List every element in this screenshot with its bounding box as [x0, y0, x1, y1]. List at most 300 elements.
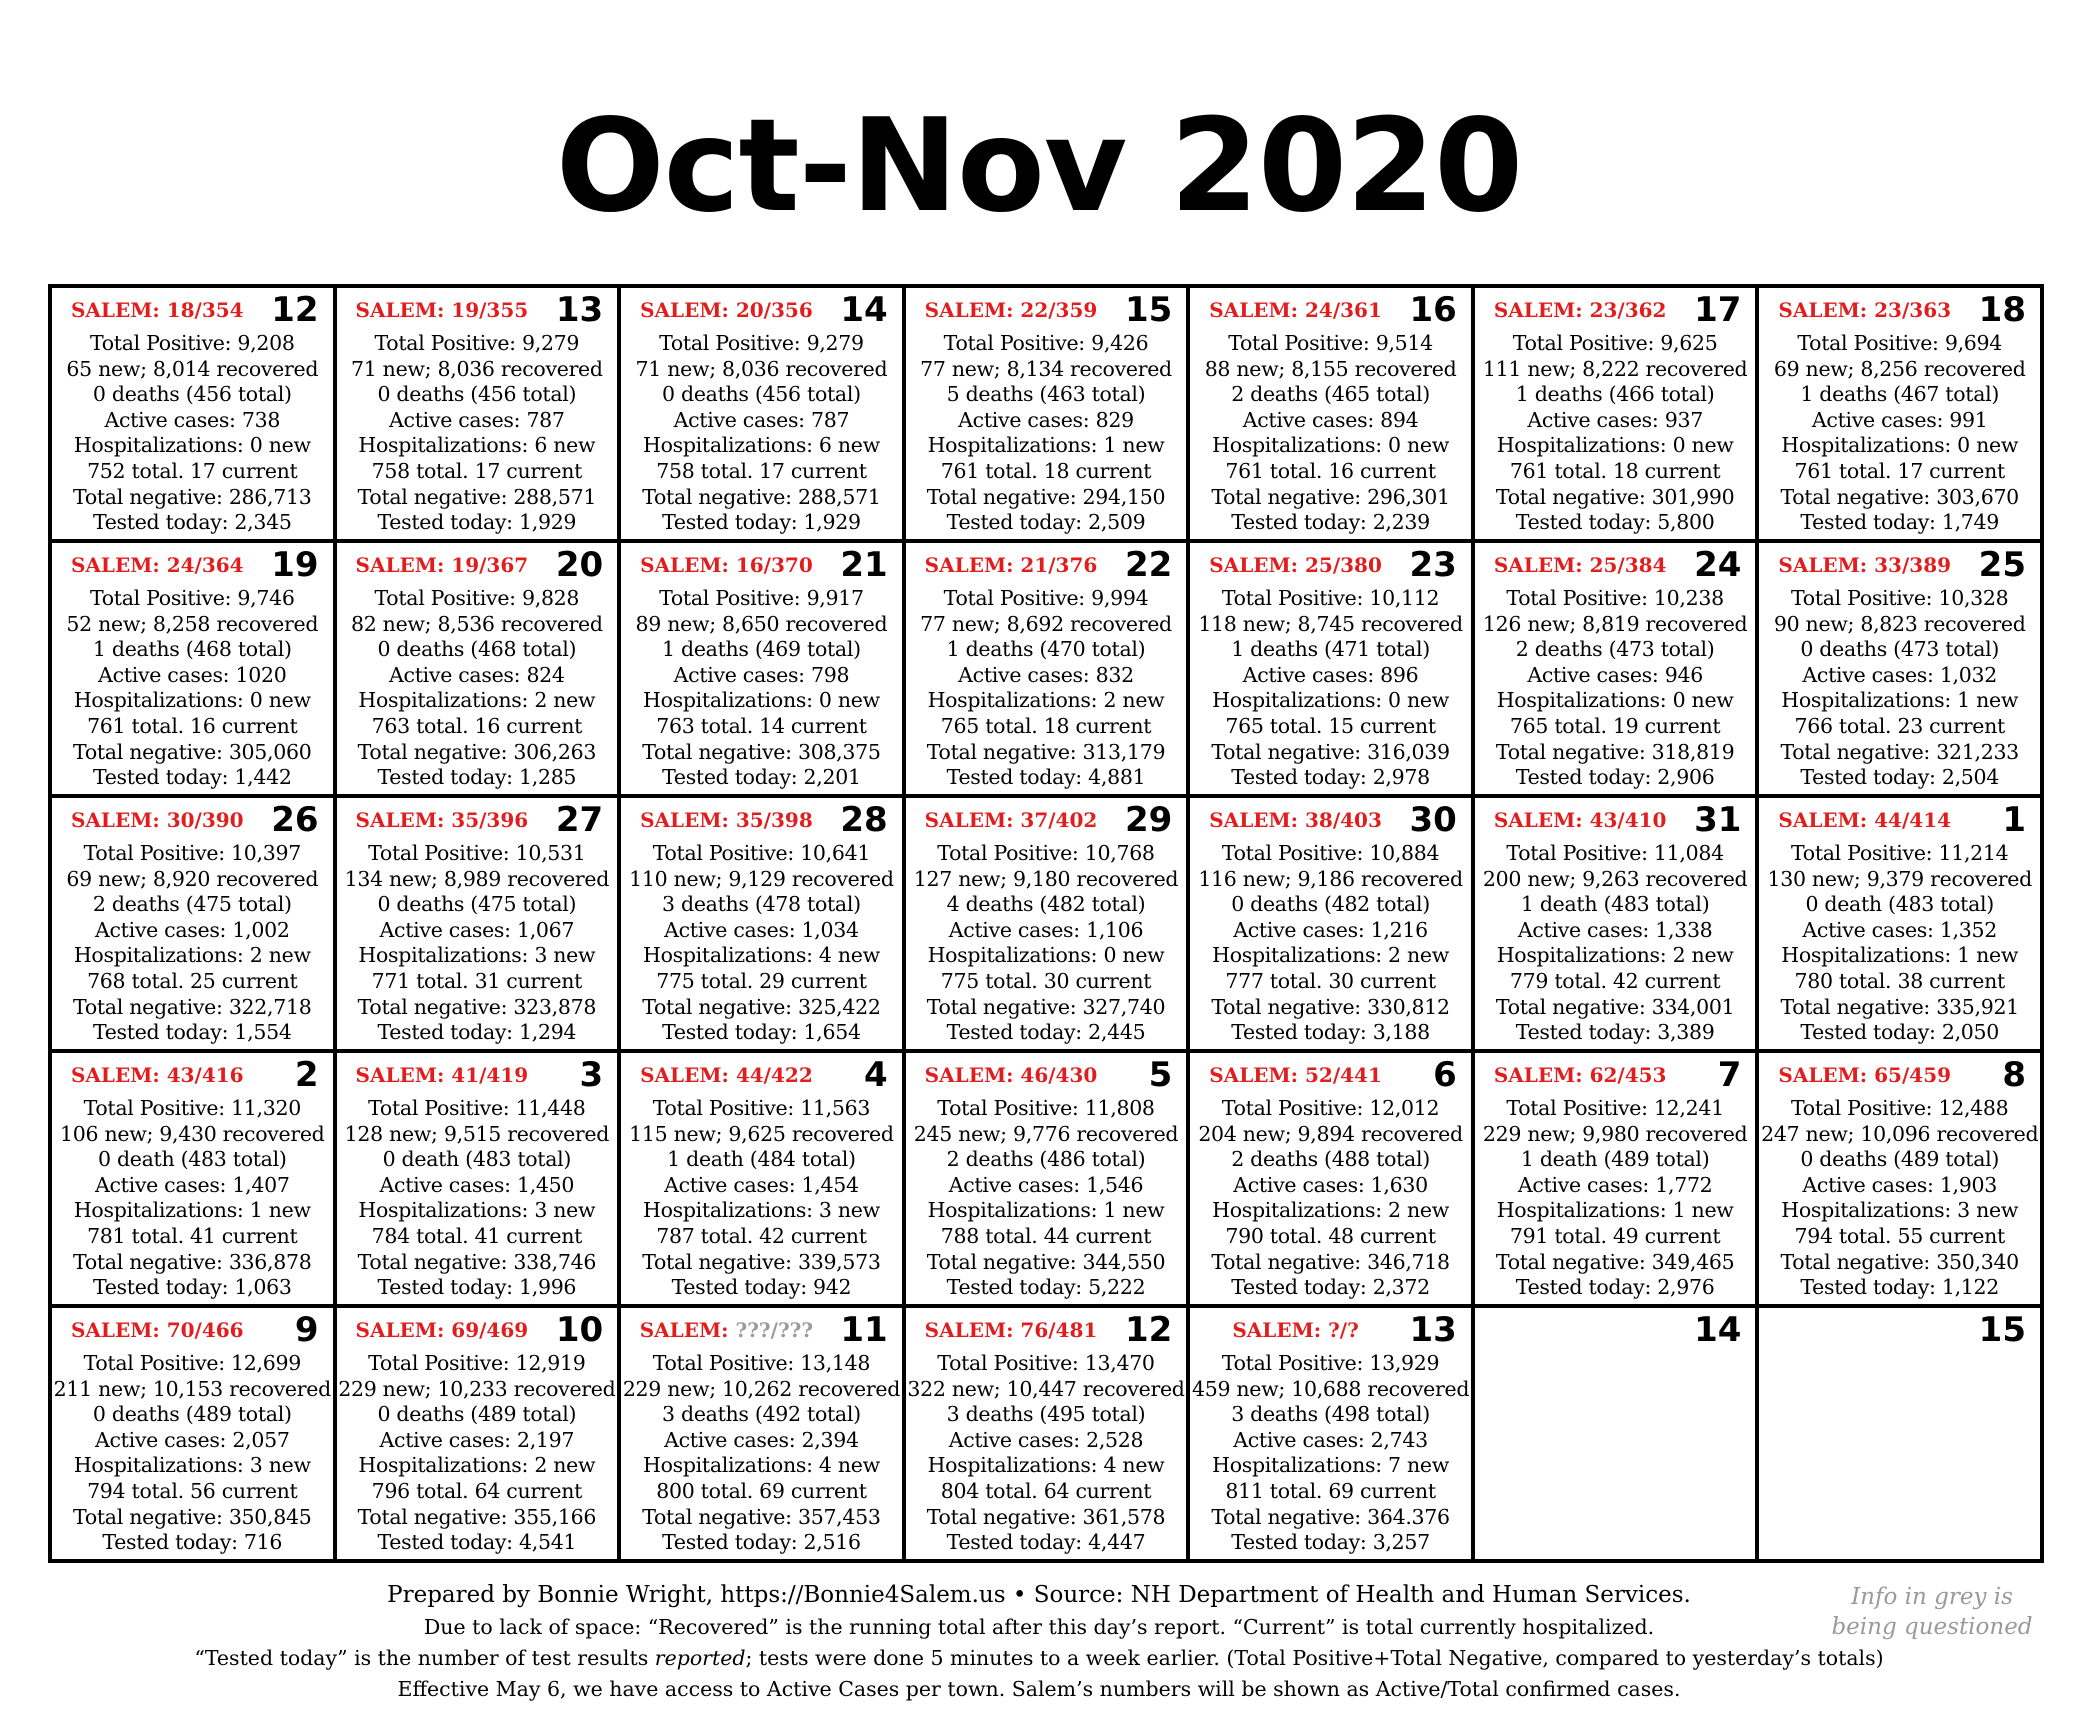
day-stats [337, 1351, 618, 1556]
stat-line: Total Positive: 10,884 [1221, 841, 1440, 865]
salem-count [337, 808, 548, 832]
day-cell [1759, 543, 2040, 794]
stat-line: Active cases: 1,546 [948, 1172, 1144, 1197]
stat-line: Total negative: 305,060 [73, 739, 312, 764]
salem-count [1190, 1318, 1401, 1342]
stat-line: Total Positive: 10,238 [1506, 586, 1724, 610]
stat-line: 1 deaths (467 total) [1800, 382, 2000, 407]
day-cell [1475, 1053, 1756, 1304]
salem-label: SALEM: 25/384 [1493, 553, 1667, 577]
stat-line: Active cases: 946 [1527, 662, 1703, 687]
salem-label: SALEM: 43/410 [1493, 808, 1667, 832]
stat-line: 204 new; 9,894 recovered [1198, 1121, 1463, 1146]
stat-line: Tested today: 1,442 [92, 765, 292, 790]
stat-line: 794 total. 55 current [1794, 1223, 2005, 1248]
stat-line: 0 death (483 total) [98, 1147, 287, 1172]
stat-line: Active cases: 1,352 [1802, 917, 1998, 942]
footer-note-tested-post: ; tests were done 5 minutes to a week earlier. (Total Positive+Total Negative, compared to yesterday’s totals) [745, 1646, 1884, 1670]
day-cell [906, 543, 1187, 794]
day-number: 12 [271, 290, 319, 330]
stat-line: Active cases: 1,338 [1517, 917, 1713, 942]
stat-line: Total Positive: 12,919 [368, 1351, 586, 1375]
day-stats [906, 841, 1187, 1046]
day-number: 19 [271, 545, 319, 585]
day-number: 15 [1978, 1310, 2026, 1350]
salem-label: SALEM: 19/367 [355, 553, 529, 577]
stat-line: Total negative: 338,746 [357, 1249, 597, 1274]
stat-line: 200 new; 9,263 recovered [1482, 866, 1748, 891]
stat-line: Active cases: 824 [389, 662, 565, 687]
salem-count [906, 298, 1117, 322]
stat-line: 134 new; 8,989 recovered [344, 866, 610, 891]
stat-line: 115 new; 9,625 recovered [629, 1121, 894, 1146]
day-stats [1475, 331, 1756, 536]
stat-line: Total Positive: 10,641 [652, 841, 871, 865]
day-cell [1759, 1053, 2040, 1304]
stat-line: Total Positive: 10,328 [1791, 586, 2009, 610]
stat-line: Total Positive: 9,828 [374, 586, 580, 610]
stat-line: Total negative: 357,453 [642, 1504, 881, 1529]
stat-line: Tested today: 2,509 [946, 510, 1146, 535]
stat-line: 761 total. 16 current [1225, 458, 1436, 483]
footer-note-active: Effective May 6, we have access to Active Cases per town. Salem’s numbers will be shown as Active/Total confirmed cases. [397, 1677, 1681, 1701]
stat-line: Total negative: 321,233 [1780, 739, 2019, 764]
stat-line: Tested today: 1,122 [1800, 1275, 2000, 1300]
stat-line: 52 new; 8,258 recovered [66, 611, 319, 636]
stat-line: 0 death (483 total) [382, 1147, 572, 1172]
stat-line: Total negative: 335,921 [1780, 994, 2019, 1019]
stat-line: Hospitalizations: 0 new [1496, 688, 1734, 713]
stat-line: Tested today: 1,654 [662, 1020, 861, 1045]
day-cell [1475, 288, 1756, 539]
stat-line: 89 new; 8,650 recovered [635, 611, 888, 636]
stat-line: Tested today: 2,516 [662, 1530, 861, 1555]
day-stats [1759, 331, 2040, 536]
salem-count [52, 1063, 263, 1087]
footer-note-tested [0, 1646, 2078, 1670]
day-number: 9 [294, 1310, 319, 1350]
stat-line: 761 total. 16 current [87, 713, 298, 738]
day-header [1475, 798, 1756, 842]
salem-count [621, 808, 832, 832]
stat-line: Total Positive: 13,148 [652, 1351, 871, 1375]
day-number: 1 [2002, 800, 2026, 840]
stat-line: Total Positive: 9,279 [374, 331, 580, 355]
stat-line: Tested today: 3,389 [1515, 1020, 1715, 1045]
salem-count [1190, 1063, 1401, 1087]
day-header [906, 1053, 1187, 1097]
stat-line: Active cases: 1,407 [94, 1172, 290, 1197]
day-cell [1190, 1308, 1471, 1559]
stat-line: Total negative: 306,263 [357, 739, 597, 764]
day-header [621, 288, 902, 332]
stat-line: 768 total. 25 current [87, 968, 298, 993]
stat-line: 766 total. 23 current [1794, 713, 2005, 738]
day-number: 26 [271, 800, 319, 840]
stat-line: 0 deaths (468 total) [377, 637, 577, 662]
day-stats [1475, 586, 1756, 791]
stat-line: 116 new; 9,186 recovered [1198, 866, 1463, 891]
salem-label: SALEM: 21/376 [924, 553, 1098, 577]
stat-line: 780 total. 38 current [1794, 968, 2005, 993]
day-cell [1759, 288, 2040, 539]
stat-line: Total Positive: 11,563 [652, 1096, 871, 1120]
stat-line: Total Positive: 9,994 [943, 586, 1149, 610]
salem-label: SALEM: 62/453 [1493, 1063, 1667, 1087]
salem-questioned-value: ???/??? [728, 1318, 814, 1342]
stat-line: 229 new; 10,262 recovered [622, 1376, 901, 1401]
salem-count [1759, 808, 1970, 832]
day-stats [621, 331, 902, 536]
day-number: 5 [1148, 1055, 1173, 1095]
salem-count [337, 1063, 548, 1087]
salem-label: SALEM: 69/469 [355, 1318, 529, 1342]
stat-line: 763 total. 16 current [371, 713, 583, 738]
stat-line: Total negative: 294,150 [926, 484, 1166, 509]
stat-line: 3 deaths (495 total) [946, 1402, 1146, 1427]
stat-line: 2 deaths (465 total) [1231, 382, 1430, 407]
stat-line: 0 deaths (482 total) [1231, 892, 1430, 917]
day-number: 17 [1694, 290, 1742, 330]
day-header [906, 1308, 1187, 1352]
day-cell [1190, 288, 1471, 539]
salem-label: SALEM: 44/414 [1778, 808, 1952, 832]
stat-line: Hospitalizations: 0 new [73, 688, 311, 713]
stat-line: Hospitalizations: 1 new [927, 1198, 1165, 1223]
day-stats [337, 331, 618, 536]
calendar-grid [48, 284, 2044, 1563]
stat-line: Tested today: 4,447 [946, 1530, 1146, 1555]
stat-line: Total negative: 325,422 [642, 994, 881, 1019]
day-number: 10 [555, 1310, 604, 1350]
day-cell [1190, 798, 1471, 1049]
day-cell [1475, 1308, 1756, 1559]
salem-count [52, 1318, 263, 1342]
stat-line: 211 new; 10,153 recovered [53, 1376, 331, 1401]
salem-count [1475, 1063, 1686, 1087]
day-stats [337, 841, 618, 1046]
salem-label: SALEM: 33/389 [1778, 553, 1952, 577]
stat-line: Hospitalizations: 3 new [73, 1453, 311, 1478]
stat-line: Hospitalizations: 1 new [1496, 1198, 1734, 1223]
day-number: 13 [555, 290, 604, 330]
stat-line: 111 new; 8,222 recovered [1482, 356, 1748, 381]
stat-line: 1 deaths (468 total) [92, 637, 292, 662]
stat-line: Active cases: 798 [673, 662, 850, 687]
stat-line: 127 new; 9,180 recovered [913, 866, 1179, 891]
salem-label: SALEM: ?/? [1232, 1318, 1359, 1342]
day-number: 13 [1409, 1310, 1457, 1350]
stat-line: Hospitalizations: 7 new [1212, 1453, 1449, 1478]
grey-info-note-line2: being questioned [1831, 1614, 2033, 1640]
day-stats [906, 331, 1187, 536]
stat-line: Tested today: 2,978 [1231, 765, 1430, 790]
day-header [337, 1053, 618, 1097]
day-cell [337, 798, 618, 1049]
stat-line: 791 total. 49 current [1509, 1223, 1721, 1248]
stat-line: Active cases: 1,032 [1802, 662, 1998, 687]
day-number: 3 [579, 1055, 604, 1095]
stat-line: Total Positive: 9,746 [89, 586, 295, 610]
stat-line: 796 total. 64 current [371, 1478, 583, 1503]
stat-line: Active cases: 787 [389, 407, 565, 432]
day-number: 21 [840, 545, 888, 585]
stat-line: Tested today: 2,050 [1800, 1020, 2000, 1045]
stat-line: 2 deaths (473 total) [1515, 637, 1715, 662]
stat-line: Total negative: 308,375 [642, 739, 881, 764]
stat-line: Total negative: 288,571 [642, 484, 881, 509]
stat-line: Active cases: 1,034 [664, 917, 859, 942]
stat-line: 3 deaths (492 total) [662, 1402, 861, 1427]
salem-count [337, 298, 548, 322]
stat-line: 788 total. 44 current [940, 1223, 1152, 1248]
stat-line: Tested today: 2,201 [662, 765, 861, 790]
stat-line: Hospitalizations: 2 new [358, 1453, 596, 1478]
stat-line: 804 total. 64 current [940, 1478, 1152, 1503]
day-number: 28 [840, 800, 888, 840]
stat-line: Total negative: 334,001 [1495, 994, 1735, 1019]
stat-line: Tested today: 4,881 [946, 765, 1146, 790]
day-cell [906, 1308, 1187, 1559]
day-header [52, 288, 333, 332]
stat-line: Tested today: 1,063 [92, 1275, 292, 1300]
day-stats [1190, 1096, 1471, 1301]
day-number: 2 [294, 1055, 319, 1095]
footer-credit: Prepared by Bonnie Wright, https://Bonnie4Salem.us • Source: NH Department of Health and Human Services. [387, 1582, 1691, 1608]
day-header [906, 798, 1187, 842]
stat-line: 118 new; 8,745 recovered [1198, 611, 1463, 636]
day-header [1475, 543, 1756, 587]
salem-label: SALEM: [639, 1318, 729, 1342]
stat-line: 765 total. 15 current [1225, 713, 1436, 738]
stat-line: Active cases: 832 [958, 662, 1134, 687]
stat-line: Total negative: 336,878 [73, 1249, 312, 1274]
day-header [337, 543, 618, 587]
day-number: 18 [1978, 290, 2026, 330]
stat-line: 2 deaths (475 total) [92, 892, 292, 917]
stat-line: Total Positive: 9,694 [1797, 331, 2003, 355]
stat-line: Total negative: 346,718 [1211, 1249, 1450, 1274]
stat-line: Total negative: 330,812 [1211, 994, 1450, 1019]
stat-line: Hospitalizations: 4 new [927, 1453, 1165, 1478]
salem-count [906, 1063, 1117, 1087]
day-cell [52, 1308, 333, 1559]
stat-line: 790 total. 48 current [1225, 1223, 1436, 1248]
salem-count [906, 1318, 1117, 1342]
day-number: 15 [1124, 290, 1173, 330]
salem-label: SALEM: 24/361 [1209, 298, 1382, 322]
day-cell [1759, 798, 2040, 1049]
grey-info-note-line1: Info in grey is [1851, 1584, 2013, 1610]
stat-line: 110 new; 9,129 recovered [629, 866, 894, 891]
stat-line: Total Positive: 12,012 [1221, 1096, 1440, 1120]
day-header [906, 288, 1187, 332]
stat-line: Total Positive: 10,531 [368, 841, 586, 865]
day-header [1475, 288, 1756, 332]
stat-line: Tested today: 1,929 [377, 510, 577, 535]
stat-line: Total negative: 286,713 [73, 484, 312, 509]
day-number: 27 [555, 800, 604, 840]
day-header [1190, 543, 1471, 587]
stat-line: 0 deaths (456 total) [662, 382, 861, 407]
stat-line: Hospitalizations: 2 new [1212, 943, 1449, 968]
stat-line: Tested today: 5,800 [1515, 510, 1715, 535]
stat-line: Hospitalizations: 3 new [358, 1198, 596, 1223]
day-header [52, 798, 333, 842]
stat-line: Tested today: 942 [671, 1275, 852, 1300]
stat-line: Total Positive: 11,808 [937, 1096, 1155, 1120]
day-cell [337, 543, 618, 794]
day-cell [52, 543, 333, 794]
stat-line: Active cases: 787 [673, 407, 850, 432]
salem-label: SALEM: 23/363 [1778, 298, 1952, 322]
stat-line: Hospitalizations: 3 new [358, 943, 596, 968]
stat-line: 245 new; 9,776 recovered [913, 1121, 1179, 1146]
stat-line: 761 total. 18 current [940, 458, 1152, 483]
day-stats [1190, 586, 1471, 791]
stat-line: Total Positive: 9,625 [1512, 331, 1718, 355]
salem-count [906, 808, 1117, 832]
stat-line: 4 deaths (482 total) [946, 892, 1146, 917]
stat-line: 71 new; 8,036 recovered [350, 356, 603, 381]
stat-line: Total negative: 349,465 [1495, 1249, 1735, 1274]
stat-line: Tested today: 3,188 [1231, 1020, 1430, 1045]
day-header [1190, 1053, 1471, 1097]
stat-line: Tested today: 1,294 [377, 1020, 577, 1045]
day-header [621, 798, 902, 842]
stat-line: Active cases: 2,394 [664, 1427, 859, 1452]
day-stats [1759, 841, 2040, 1046]
stat-line: 229 new; 9,980 recovered [1482, 1121, 1748, 1146]
stat-line: Total Positive: 9,279 [659, 331, 864, 355]
day-header [621, 1053, 902, 1097]
stat-line: Total Positive: 9,514 [1228, 331, 1433, 355]
stat-line: Total Positive: 11,214 [1791, 841, 2009, 865]
day-cell [621, 1308, 902, 1559]
stat-line: Tested today: 1,554 [92, 1020, 292, 1045]
stat-line: Hospitalizations: 0 new [1496, 433, 1734, 458]
day-cell [52, 1053, 333, 1304]
stat-line: Total negative: 350,845 [73, 1504, 312, 1529]
salem-label: SALEM: 16/370 [640, 553, 813, 577]
stat-line: 1 death (484 total) [667, 1147, 856, 1172]
stat-line: Hospitalizations: 2 new [358, 688, 596, 713]
salem-label: SALEM: 35/396 [355, 808, 529, 832]
stat-line: Active cases: 937 [1527, 407, 1703, 432]
stat-line: Tested today: 1,749 [1800, 510, 2000, 535]
stat-line: Hospitalizations: 0 new [1781, 433, 2019, 458]
page-title: Oct-Nov 2020 [555, 92, 1523, 241]
day-header [52, 1308, 333, 1352]
stat-line: 0 deaths (473 total) [1800, 637, 2000, 662]
stat-line: Tested today: 716 [102, 1530, 283, 1555]
day-cell [621, 543, 902, 794]
salem-label: SALEM: 76/481 [924, 1318, 1098, 1342]
stat-line: 69 new; 8,920 recovered [66, 866, 319, 891]
salem-count [621, 553, 832, 577]
stat-line: Active cases: 2,197 [379, 1427, 575, 1452]
stat-line: Total negative: 361,578 [926, 1504, 1166, 1529]
stat-line: Tested today: 1,996 [377, 1275, 577, 1300]
stat-line: Tested today: 2,239 [1231, 510, 1430, 535]
day-header [1759, 798, 2040, 842]
day-cell [1475, 543, 1756, 794]
stat-line: Total negative: 364.376 [1211, 1504, 1450, 1529]
stat-line: Active cases: 896 [1242, 662, 1419, 687]
day-header [1190, 288, 1471, 332]
stat-line: 800 total. 69 current [656, 1478, 867, 1503]
stat-line: Total Positive: 9,426 [943, 331, 1149, 355]
stat-line: Active cases: 1,106 [948, 917, 1144, 942]
stat-line: 761 total. 17 current [1794, 458, 2005, 483]
stat-line: Active cases: 1,002 [94, 917, 290, 942]
stat-line: 0 deaths (489 total) [92, 1402, 292, 1427]
salem-count [1190, 553, 1401, 577]
day-header [1759, 288, 2040, 332]
day-cell [1475, 798, 1756, 1049]
stat-line: Hospitalizations: 1 new [1781, 943, 2019, 968]
stat-line: Tested today: 2,504 [1800, 765, 2000, 790]
stat-line: Total negative: 318,819 [1495, 739, 1735, 764]
salem-count [1190, 298, 1401, 322]
stat-line: 811 total. 69 current [1225, 1478, 1436, 1503]
stat-line: 0 deaths (489 total) [1800, 1147, 2000, 1172]
day-cell [1190, 543, 1471, 794]
stat-line: 775 total. 29 current [656, 968, 867, 993]
day-number: 31 [1694, 800, 1742, 840]
day-stats [1190, 331, 1471, 536]
day-cell [52, 798, 333, 1049]
day-cell [337, 1308, 618, 1559]
stat-line: 90 new; 8,823 recovered [1773, 611, 2026, 636]
stat-line: Total Positive: 12,699 [83, 1351, 301, 1375]
day-stats [621, 1351, 902, 1556]
stat-line: 322 new; 10,447 recovered [907, 1376, 1185, 1401]
day-header [1475, 1053, 1756, 1097]
stat-line: 758 total. 17 current [371, 458, 583, 483]
salem-count [52, 553, 263, 577]
day-header [337, 288, 618, 332]
stat-line: Hospitalizations: 6 new [643, 433, 880, 458]
day-header [1190, 1308, 1471, 1352]
stat-line: Tested today: 1,929 [662, 510, 861, 535]
day-stats [1759, 1096, 2040, 1301]
stat-line: Hospitalizations: 1 new [1781, 688, 2019, 713]
day-number: 30 [1409, 800, 1457, 840]
salem-count [52, 298, 263, 322]
stat-line: Hospitalizations: 6 new [358, 433, 596, 458]
salem-label: SALEM: 52/441 [1209, 1063, 1382, 1087]
day-cell [906, 798, 1187, 1049]
stat-line: Total negative: 323,878 [357, 994, 597, 1019]
day-stats [621, 1096, 902, 1301]
stat-line: 779 total. 42 current [1509, 968, 1721, 993]
footer-note-tested-pre: “Tested today” is the number of test results [194, 1646, 655, 1670]
stat-line: Total negative: 344,550 [926, 1249, 1166, 1274]
day-stats [1475, 841, 1756, 1046]
salem-label: SALEM: 70/466 [70, 1318, 244, 1342]
stat-line: Total negative: 339,573 [642, 1249, 881, 1274]
stat-line: Hospitalizations: 2 new [1496, 943, 1734, 968]
day-number: 20 [555, 545, 604, 585]
salem-count [1475, 553, 1686, 577]
stat-line: Active cases: 738 [104, 407, 281, 432]
day-cell [1190, 1053, 1471, 1304]
stat-line: Active cases: 2,743 [1233, 1427, 1428, 1452]
salem-label: SALEM: 43/416 [70, 1063, 244, 1087]
day-cell [621, 1053, 902, 1304]
stat-line: Total negative: 355,166 [357, 1504, 597, 1529]
